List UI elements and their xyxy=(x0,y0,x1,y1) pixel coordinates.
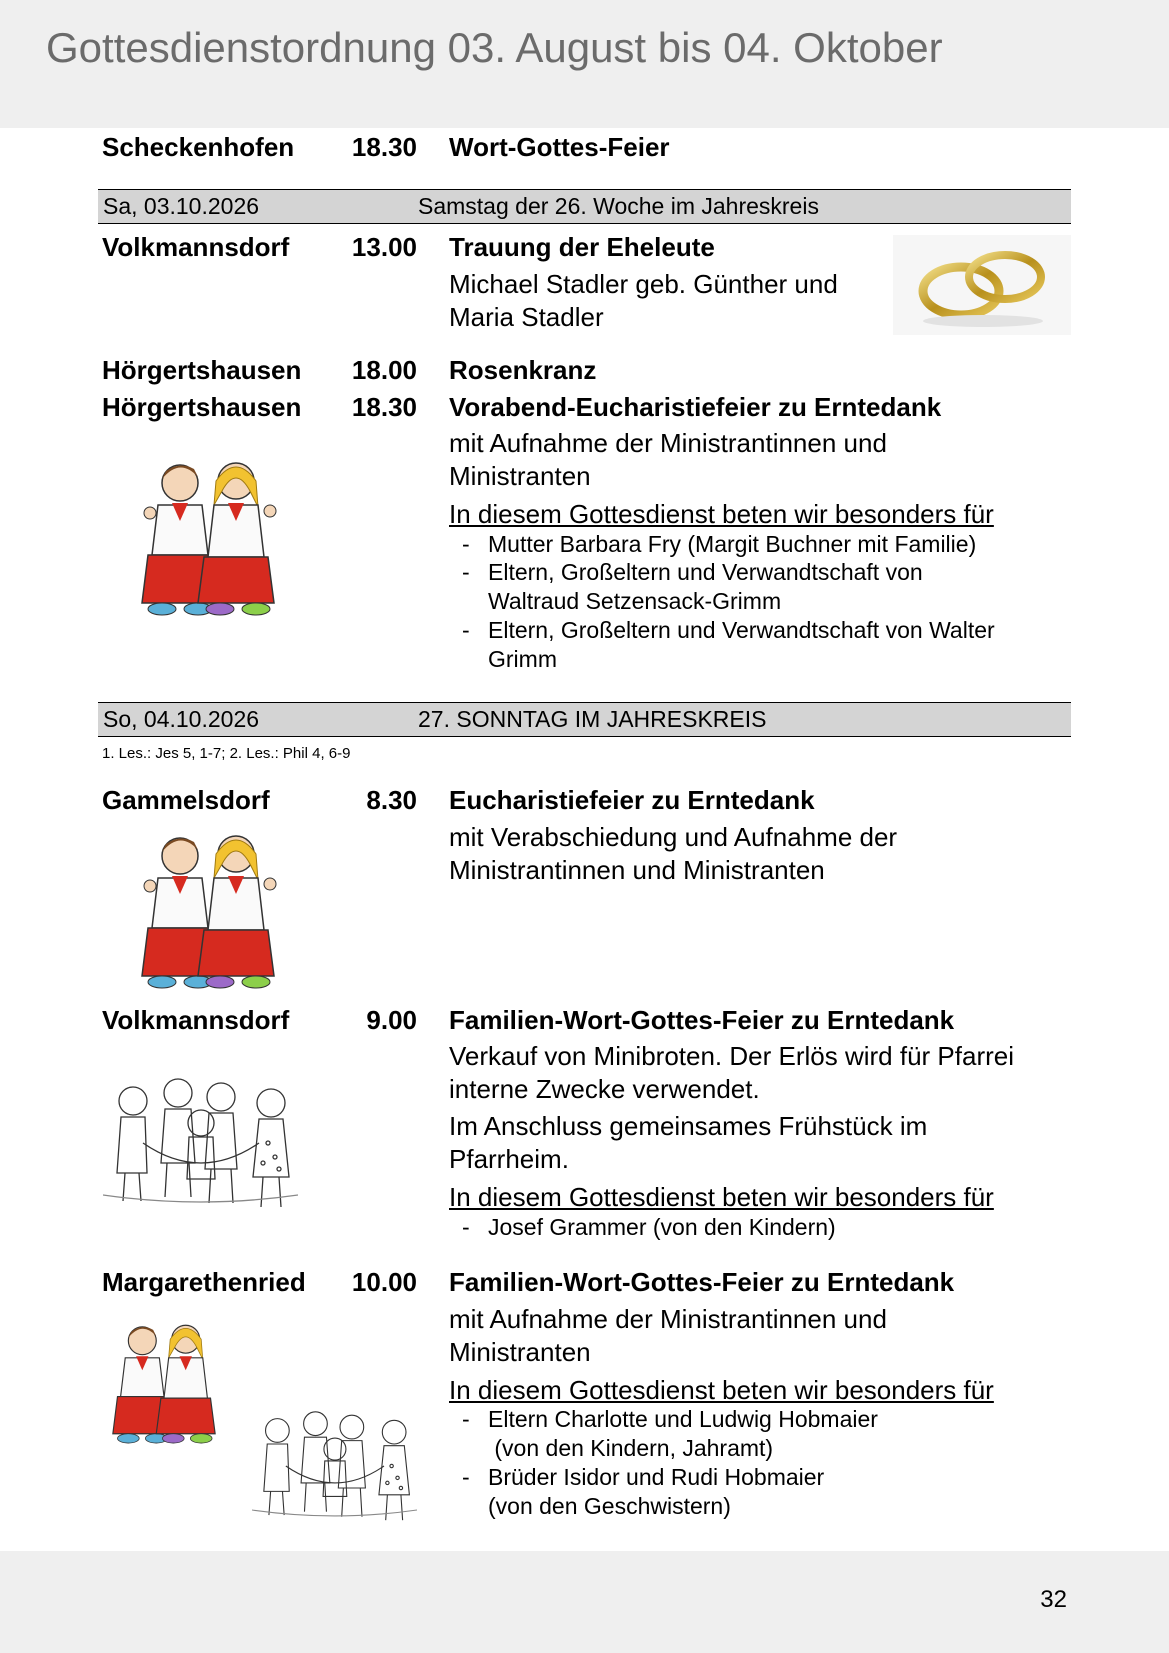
entry-time: 18.00 xyxy=(351,355,417,385)
entry-location: Scheckenhofen xyxy=(102,132,295,162)
prayer-heading: In diesem Gottesdienst beten wir besonders für xyxy=(449,1375,994,1405)
entry-detail: Im Anschluss gemeinsames Frühstück im xyxy=(449,1111,928,1141)
readings-note: 1. Les.: Jes 5, 1-7; 2. Les.: Phil 4, 6-9 xyxy=(102,745,351,762)
day-date: So, 04.10.2026 xyxy=(103,706,260,732)
entry-time: 18.30 xyxy=(351,132,417,162)
prayer-item: - Eltern, Großeltern und Verwandtschaft von Walter xyxy=(462,617,995,643)
entry-time: 13.00 xyxy=(351,232,417,262)
prayer-heading: In diesem Gottesdienst beten wir besonders für xyxy=(449,499,994,529)
entry-detail: Ministranten xyxy=(449,461,591,491)
altar-servers-illustration xyxy=(128,455,288,620)
entry-title: Vorabend-Eucharistiefeier zu Erntedank xyxy=(449,392,942,422)
entry-detail: Maria Stadler xyxy=(449,302,604,332)
page-number: 32 xyxy=(1040,1586,1067,1613)
entry-location: Hörgertshausen xyxy=(102,355,302,385)
entry-location: Gammelsdorf xyxy=(102,785,270,815)
day-date: Sa, 03.10.2026 xyxy=(103,193,260,219)
entry-location: Volkmannsdorf xyxy=(102,232,290,262)
prayer-item: - Brüder Isidor und Rudi Hobmaier xyxy=(462,1464,825,1490)
entry-time: 18.30 xyxy=(351,392,417,422)
entry-detail: interne Zwecke verwendet. xyxy=(449,1074,760,1104)
page-footer xyxy=(0,1551,1169,1653)
prayer-item-cont: (von den Kindern, Jahramt) xyxy=(488,1435,774,1461)
entry-detail: Verkauf von Minibroten. Der Erlös wird für Pfarrei xyxy=(449,1041,1014,1071)
prayer-item: - Eltern Charlotte und Ludwig Hobmaier xyxy=(462,1406,878,1432)
entry-detail: Michael Stadler geb. Günther und xyxy=(449,269,838,299)
children-circle-illustration xyxy=(252,1406,417,1526)
entry-location: Margarethenried xyxy=(102,1267,306,1297)
entry-detail: mit Aufnahme der Ministrantinnen und xyxy=(449,428,887,458)
entry-time: 9.00 xyxy=(366,1005,417,1035)
day-description: 27. SONNTAG IM JAHRESKREIS xyxy=(418,706,767,732)
day-header xyxy=(98,702,1071,737)
entry-title: Eucharistiefeier zu Erntedank xyxy=(449,785,815,815)
day-header xyxy=(98,189,1071,224)
entry-detail: Pfarrheim. xyxy=(449,1144,569,1174)
prayer-item: - Josef Grammer (von den Kindern) xyxy=(462,1214,836,1240)
entry-title: Wort-Gottes-Feier xyxy=(449,132,670,162)
entry-title: Familien-Wort-Gottes-Feier zu Erntedank xyxy=(449,1005,955,1035)
entry-title: Rosenkranz xyxy=(449,355,597,385)
entry-title: Familien-Wort-Gottes-Feier zu Erntedank xyxy=(449,1267,955,1297)
altar-servers-illustration xyxy=(102,1318,226,1448)
prayer-item: - Mutter Barbara Fry (Margit Buchner mit Familie) xyxy=(462,531,977,557)
entry-time: 8.30 xyxy=(366,785,417,815)
entry-title: Trauung der Eheleute xyxy=(449,232,715,262)
prayer-item-cont: (von den Geschwistern) xyxy=(488,1493,731,1519)
entry-location: Volkmannsdorf xyxy=(102,1005,290,1035)
prayer-item-cont: Grimm xyxy=(488,646,557,672)
entry-location: Hörgertshausen xyxy=(102,392,302,422)
page-header xyxy=(0,0,1169,128)
entry-detail: mit Verabschiedung und Aufnahme der xyxy=(449,822,898,852)
entry-time: 10.00 xyxy=(351,1267,417,1297)
children-circle-illustration xyxy=(103,1073,298,1213)
page-title: Gottesdienstordnung 03. August bis 04. Oktober xyxy=(46,24,943,71)
entry-detail: Ministrantinnen und Ministranten xyxy=(449,855,825,885)
wedding-rings-image xyxy=(893,235,1071,335)
altar-servers-illustration xyxy=(128,828,288,993)
day-description: Samstag der 26. Woche im Jahreskreis xyxy=(418,193,819,219)
entry-detail: mit Aufnahme der Ministrantinnen und xyxy=(449,1304,887,1334)
prayer-item: - Eltern, Großeltern und Verwandtschaft von xyxy=(462,559,923,585)
entry-detail: Ministranten xyxy=(449,1337,591,1367)
prayer-heading: In diesem Gottesdienst beten wir besonders für xyxy=(449,1182,994,1212)
prayer-item-cont: Waltraud Setzensack-Grimm xyxy=(488,588,782,614)
